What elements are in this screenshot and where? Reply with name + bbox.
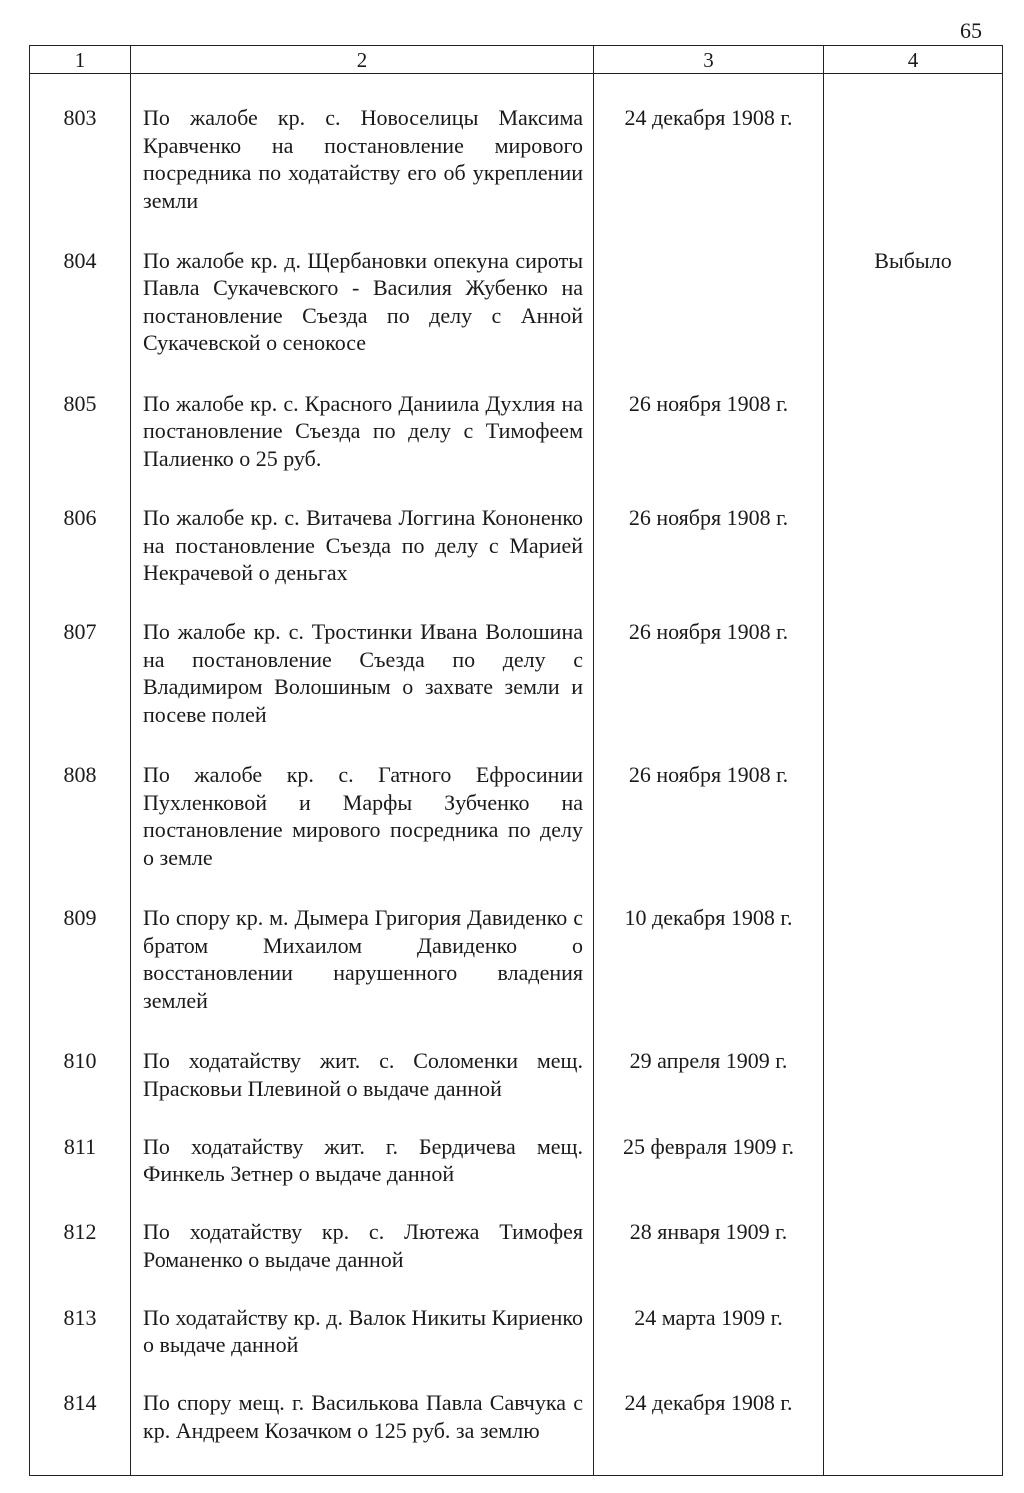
case-number: 814 [30, 1389, 131, 1475]
page-number: 65 [960, 18, 982, 43]
table-row [30, 904, 1003, 1047]
bottom-filler-row [30, 1475, 1003, 1476]
case-date: 29 апреля 1909 г. [594, 1047, 824, 1133]
column-header-row [30, 46, 1003, 74]
case-description: По жалобе кр. с. Тростинки Ивана Волошина на постановление Съезда по делу с Владимиром Волошиным о захвате земли и посеве полей [131, 618, 594, 761]
case-date: 25 февраля 1909 г. [594, 1133, 824, 1219]
case-date: 24 декабря 1908 г. [594, 1389, 824, 1475]
case-description: По ходатайству жит. г. Бердичева мещ. Финкель Зетнер о выдаче данной [131, 1133, 594, 1219]
case-description: По жалобе кр. д. Щербановки опекуна сироты Павла Сукачевского - Василия Жубенко на постановление Съезда по делу с Анной Сукачевской о сенокосе [131, 247, 594, 390]
table-row [30, 1389, 1003, 1475]
table-row [30, 1133, 1003, 1219]
case-number: 811 [30, 1133, 131, 1219]
case-note: Выбыло [824, 247, 1003, 390]
case-date: 26 ноября 1908 г. [594, 761, 824, 904]
table-row [30, 1047, 1003, 1133]
case-date [594, 247, 824, 390]
case-note [824, 1133, 1003, 1219]
case-description: По спору кр. м. Дымера Григория Давиденко с братом Михаилом Давиденко о восстановлении нарушенного владения землей [131, 904, 594, 1047]
column-header-1: 1 [30, 46, 131, 74]
case-description: По ходатайству жит. с. Соломенки мещ. Прасковьи Плевиной о выдаче данной [131, 1047, 594, 1133]
case-note [824, 1047, 1003, 1133]
case-date: 10 декабря 1908 г. [594, 904, 824, 1047]
table-row [30, 761, 1003, 904]
case-description: По жалобе кр. с. Новоселицы Максима Кравченко на постановление мирового посредника по ходатайству его об укреплении земли [131, 104, 594, 247]
table-row [30, 1218, 1003, 1304]
case-note [824, 504, 1003, 618]
case-description: По ходатайству кр. с. Лютежа Тимофея Романенко о выдаче данной [131, 1218, 594, 1304]
case-note [824, 1304, 1003, 1390]
case-date: 24 декабря 1908 г. [594, 104, 824, 247]
table-row [30, 390, 1003, 504]
table-row [30, 1304, 1003, 1390]
case-note [824, 904, 1003, 1047]
case-note [824, 104, 1003, 247]
case-description: По жалобе кр. с. Красного Даниила Духлия на постановление Съезда по делу с Тимофеем Палиенко о 25 руб. [131, 390, 594, 504]
case-note [824, 1218, 1003, 1304]
column-header-2: 2 [131, 46, 594, 74]
table-row [30, 104, 1003, 247]
case-description: По жалобе кр. с. Гатного Ефросинии Пухленковой и Марфы Зубченко на постановление мирового посредника по делу о земле [131, 761, 594, 904]
case-note [824, 390, 1003, 504]
case-date: 26 ноября 1908 г. [594, 390, 824, 504]
case-description: По ходатайству кр. д. Валок Никиты Кириенко о выдаче данной [131, 1304, 594, 1390]
case-note [824, 761, 1003, 904]
case-number: 806 [30, 504, 131, 618]
case-date: 24 марта 1909 г. [594, 1304, 824, 1390]
case-number: 810 [30, 1047, 131, 1133]
table-row [30, 504, 1003, 618]
register-table [29, 45, 1003, 1476]
case-note [824, 1389, 1003, 1475]
case-description: По спору мещ. г. Василькова Павла Савчука с кр. Андреем Козачком о 125 руб. за землю [131, 1389, 594, 1475]
column-header-3: 3 [594, 46, 824, 74]
case-number: 804 [30, 247, 131, 390]
case-number: 813 [30, 1304, 131, 1390]
table-row [30, 618, 1003, 761]
case-number: 807 [30, 618, 131, 761]
case-number: 803 [30, 104, 131, 247]
case-number: 808 [30, 761, 131, 904]
case-note [824, 618, 1003, 761]
column-header-4: 4 [824, 46, 1003, 74]
case-number: 812 [30, 1218, 131, 1304]
case-number: 809 [30, 904, 131, 1047]
case-date: 28 января 1909 г. [594, 1218, 824, 1304]
table-row [30, 247, 1003, 390]
case-number: 805 [30, 390, 131, 504]
case-date: 26 ноября 1908 г. [594, 504, 824, 618]
case-date: 26 ноября 1908 г. [594, 618, 824, 761]
top-spacer-row [30, 74, 1003, 105]
case-description: По жалобе кр. с. Витачева Логгина Кононенко на постановление Съезда по делу с Марией Некрачевой о деньгах [131, 504, 594, 618]
